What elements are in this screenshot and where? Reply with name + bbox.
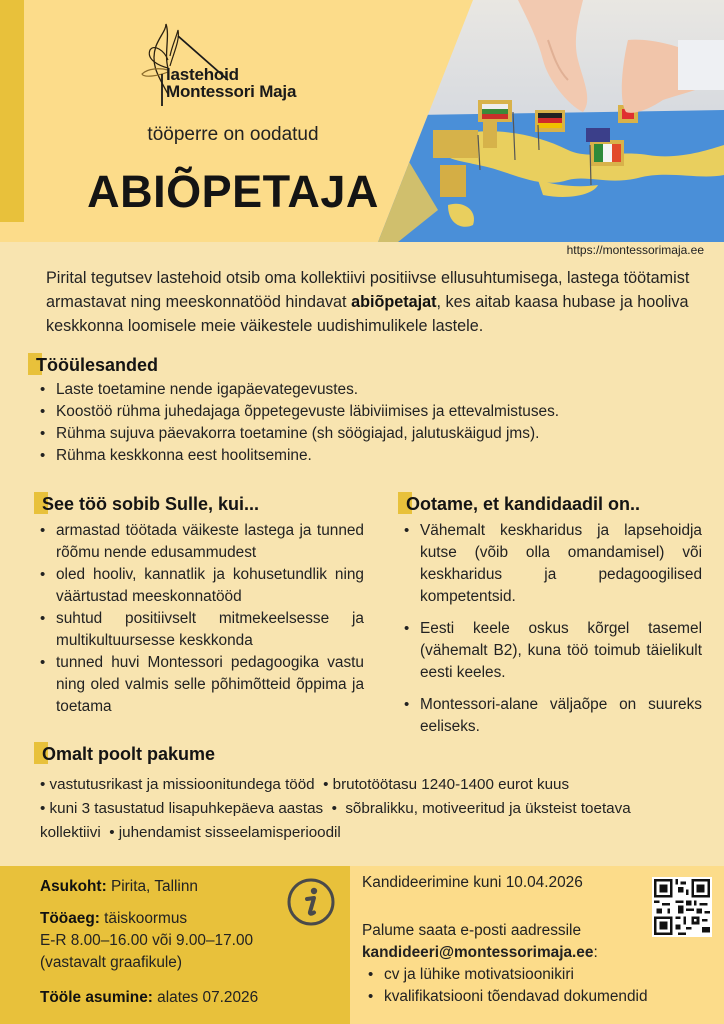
start-value: alates 07.2026	[152, 989, 259, 1006]
apply-instruction: Palume saata e-posti aadressile	[362, 922, 582, 939]
offer-bullet: •	[40, 800, 50, 817]
email-link[interactable]: kandideeri@montessorimaja.ee	[362, 944, 594, 961]
intro-highlight: abiõpetajat	[351, 293, 437, 311]
offer-heading-text: Omalt poolt pakume	[42, 744, 216, 764]
logo-line-2: Montessori Maja	[166, 82, 297, 101]
email-suffix: :	[593, 944, 598, 961]
deadline-text: Kandideerimine kuni 10.04.2026	[362, 874, 583, 891]
qr-code-icon	[654, 879, 710, 935]
fit-list	[36, 520, 364, 718]
location-value: Pirita, Tallinn	[106, 878, 198, 895]
offer-list	[40, 773, 690, 845]
start-row	[40, 987, 258, 1009]
list-item: • cv ja lühike motivatsioonikiri	[364, 964, 714, 986]
fit-heading	[42, 494, 259, 515]
list-item: • oled hooliv, kannatlik ja kohusetundlik ning väärtustad meeskonnatööd	[36, 564, 364, 608]
start-label: Tööle asumine:	[40, 989, 153, 1006]
offer-item: vastutusrikast ja missioonitundega tööd	[49, 776, 315, 793]
hours-value: täiskoormus	[99, 910, 188, 927]
hero-photo	[378, 0, 724, 242]
info-icon	[286, 877, 336, 927]
offer-item: kuni 3 tasustatud lisapuhkepäeva aastas	[49, 800, 324, 817]
list-item: • Laste toetamine nende igapäevategevustes.	[36, 379, 696, 401]
list-item: • tunned huvi Montessori pedagoogika vastu ning oled valmis selle põhimõtteid õppima ja toetama	[36, 652, 364, 718]
duties-heading-text: Tööülesanded	[36, 355, 159, 375]
list-item: • Eesti keele oskus kõrgel tasemel (vähemalt B2), kuna töö toimub täielikult eesti keeles.	[400, 618, 702, 684]
email-row	[362, 942, 598, 964]
list-item: • suhtud positiivselt mitmekeelsesse ja multikultuursesse keskkonda	[36, 608, 364, 652]
list-item: • Montessori-alane väljaõpe on suureks eeliseks.	[400, 694, 702, 738]
offer-bullet: •	[323, 776, 333, 793]
list-item: • kvalifikatsiooni tõendavad dokumendid	[364, 986, 714, 1008]
duties-list	[36, 379, 696, 467]
requirements-heading-text: Ootame, et kandidaadil on..	[406, 494, 641, 514]
fit-heading-text: See töö sobib Sulle, kui...	[42, 494, 260, 514]
list-item: • Rühma keskkonna eest hoolitsemine.	[36, 445, 696, 467]
map-flags-illustration	[378, 0, 724, 242]
website-link[interactable]: https://montessorimaja.ee	[566, 243, 704, 257]
hero-banner	[0, 0, 724, 242]
logo-wordmark	[166, 66, 296, 100]
hours-label: Tööaeg:	[40, 910, 100, 927]
hours-note: (vastavalt graafikule)	[40, 954, 182, 971]
offer-item: juhendamist sisseelamisperioodil	[118, 824, 341, 841]
location-row	[40, 876, 198, 898]
requirements-list	[400, 520, 702, 738]
hours-schedule: E-R 8.00–16.00 või 9.00–17.00	[40, 932, 254, 949]
page-title: ABIÕPETAJA	[87, 166, 379, 217]
list-item: • Koostöö rühma juhedajaga õppetegevuste läbiviimises ja ettevalmistuses.	[36, 401, 696, 423]
offer-bullet: •	[40, 776, 50, 793]
location-label: Asukoht:	[40, 878, 107, 895]
intro-text-end: , kes aitab kaasa hubase ja hooliva keskkonna loomisele meie väikestele uudishimulikele lastele.	[46, 293, 689, 335]
list-item: • Vähemalt keskharidus ja lapsehoidja kutse (võib olla omandamisel) või keskharidus ja pedagoogilised kompetentsid.	[400, 520, 702, 608]
offer-bullet: •	[331, 800, 346, 817]
intro-paragraph	[46, 266, 696, 338]
list-item: • armastad töötada väikeste lastega ja tunned rõõmu nende edusammudest	[36, 520, 364, 564]
list-item: • Rühma sujuva päevakorra toetamine (sh söögiajad, jalutuskäigud jms).	[36, 423, 696, 445]
logo-line-1: lastehoid	[166, 65, 239, 84]
offer-heading	[42, 744, 215, 765]
documents-list	[364, 964, 714, 1008]
duties-heading	[36, 355, 158, 376]
requirements-heading	[406, 494, 640, 515]
intro-text-start: Pirital tegutsev lastehoid otsib oma kollektiivi positiivse ellusuhtumisega, lastega töötamist armastavat ning meeskonnatööd hindavat	[46, 269, 690, 311]
offer-item: brutotöötasu 1240-1400 eurot kuus	[332, 776, 570, 793]
offer-item: sõbralikku, motiveeritud ja üksteist toetava kollektiivi	[40, 800, 631, 841]
offer-bullet: •	[109, 824, 119, 841]
hours-block	[40, 908, 253, 974]
qr-code[interactable]	[652, 877, 712, 937]
hero-subtitle: tööperre on oodatud	[147, 124, 319, 145]
